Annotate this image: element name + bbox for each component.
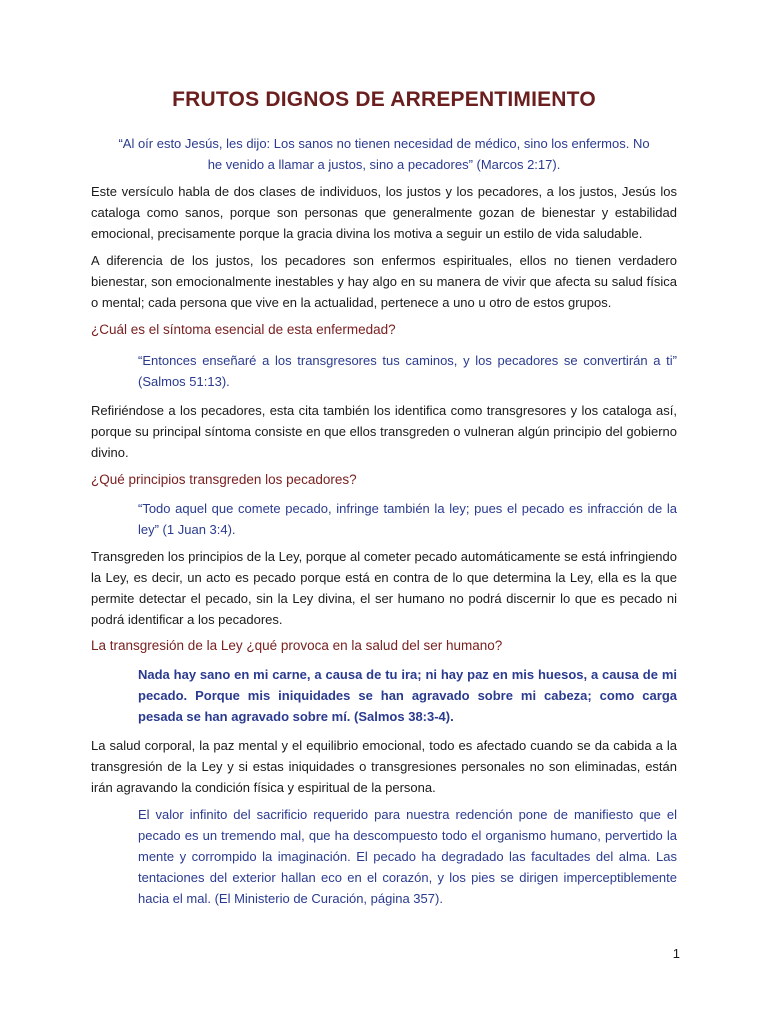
quote-3: Nada hay sano en mi carne, a causa de tu ira; ni hay paz en mis huesos, a causa de mi pecado. Porque mis iniquidades se han agravado sobre mi cabeza; como carga pesada se han agravado sobre mí. (Salmos 38:3-4). xyxy=(138,667,677,724)
quote-4: El valor infinito del sacrificio requerido para nuestra redención pone de manifiesto que el pecado es un tremendo mal, que ha descompuesto todo el organismo humano, pervertido la mente y corrompido la imaginación. El pecado ha degradado las facultades del alma. Las tentaciones del exterior hallan eco en el corazón, y los pies se dirigen imperceptiblemente hacia el mal. (El Ministerio de Curación, página 357). xyxy=(138,807,677,906)
quote-2: “Todo aquel que comete pecado, infringe también la ley; pues el pecado es infracción de la ley” (1 Juan 3:4). xyxy=(138,501,677,537)
paragraph-1: Este versículo habla de dos clases de individuos, los justos y los pecadores, a los justos, Jesús los cataloga como sanos, porque son personas que generalmente gozan de bienestar y estabilidad emocional, precisamente porque la gracia divina los motiva a seguir un estilo de vida saludable. xyxy=(91,184,677,241)
opening-quote: “Al oír esto Jesús, les dijo: Los sanos no tienen necesidad de médico, sino los enfermos. No he venido a llamar a justos, sino a pecadores” (Marcos 2:17). xyxy=(118,136,650,172)
section-heading-1: ¿Cuál es el síntoma esencial de esta enfermedad? xyxy=(91,322,396,337)
section-heading-3: La transgresión de la Ley ¿qué provoca en la salud del ser humano? xyxy=(91,638,503,653)
paragraph-5: La salud corporal, la paz mental y el equilibrio emocional, todo es afectado cuando se da cabida a la transgresión de la Ley y si estas iniquidades o transgresiones personales no son eliminadas, están irán agravando la condición física y espiritual de la persona. xyxy=(91,738,677,795)
page-number: 1 xyxy=(672,946,680,961)
section-heading-2: ¿Qué principios transgreden los pecadores? xyxy=(91,472,357,487)
paragraph-3: Refiriéndose a los pecadores, esta cita también los identifica como transgresores y los cataloga así, porque su principal síntoma consiste en que ellos transgreden o vulneran algún principio del gobierno divino. xyxy=(91,403,677,460)
page-title: FRUTOS DIGNOS DE ARREPENTIMIENTO xyxy=(172,88,596,111)
paragraph-4: Transgreden los principios de la Ley, porque al cometer pecado automáticamente se está infringiendo la Ley, es decir, un acto es pecado porque está en contra de lo que determina la Ley, ella es la que permite detectar el pecado, sin la Ley divina, el ser humano no podrá discernir lo que es pecado ni podrá identificar a los pecadores. xyxy=(91,549,677,627)
paragraph-2: A diferencia de los justos, los pecadores son enfermos espirituales, ellos no tienen verdadero bienestar, son emocionalmente inestables y hay algo en su manera de vivir que afecta su salud física o mental; cada persona que vive en la actualidad, pertenece a uno u otro de estos grupos. xyxy=(91,253,677,310)
quote-1: “Entonces enseñaré a los transgresores tus caminos, y los pecadores se convertirán a ti” (Salmos 51:13). xyxy=(138,353,677,389)
